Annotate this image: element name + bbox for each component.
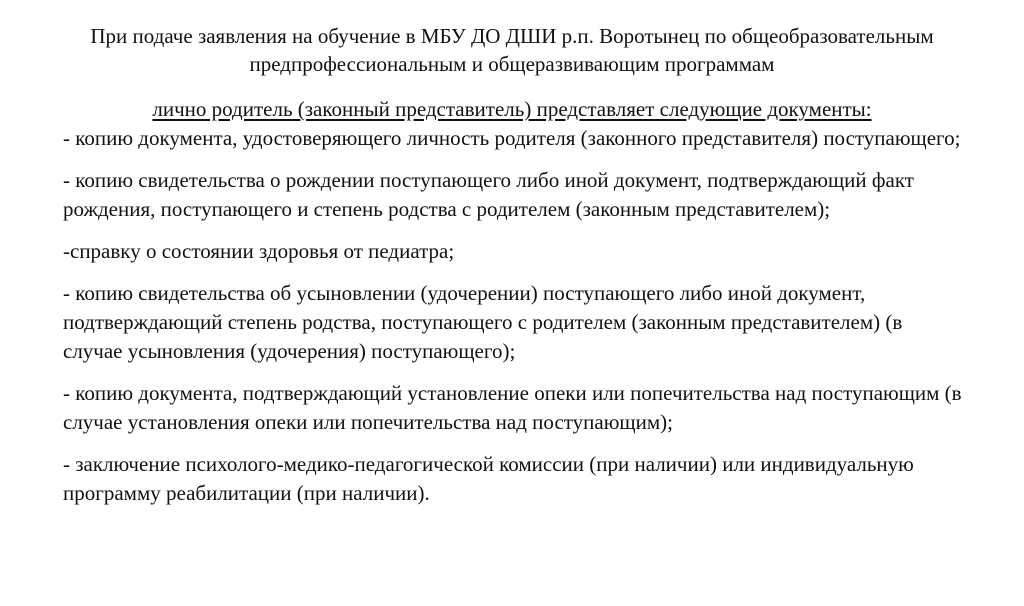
documents-list (63, 124, 963, 521)
heading-intro (60, 22, 964, 78)
list-item: - копию документа, подтверждающий установление опеки или попечительства над поступающим (в случае установления опеки или попечительства над поступающим); (63, 381, 962, 434)
heading-subtitle (60, 95, 964, 123)
list-item: - копию свидетельства о рождении поступающего либо иной документ, подтверждающий факт рождения, поступающего и степень родства с родителем (законным представителем); (63, 168, 914, 221)
list-item: -справку о состоянии здоровья от педиатра; (63, 239, 455, 263)
heading-line-2: лично родитель (законный представитель) представляет следующие документы: (152, 97, 872, 121)
list-item: - копию документа, удостоверяющего личность родителя (законного представителя) поступающего; (63, 126, 961, 150)
heading-line-1: При подаче заявления на обучение в МБУ ДО ДШИ р.п. Воротынец по общеобразовательным предпрофессиональным и общеразвивающим программам (90, 24, 934, 76)
list-item: - заключение психолого-медико-педагогической комиссии (при наличии) или индивидуальную программу реабилитации (при наличии). (63, 452, 914, 505)
list-item: - копию свидетельства об усыновлении (удочерении) поступающего либо иной документ, подтверждающий степень родства, поступающего с родителем (законным представителем) (в случае усыновления (удочерения) поступающего); (63, 281, 903, 363)
